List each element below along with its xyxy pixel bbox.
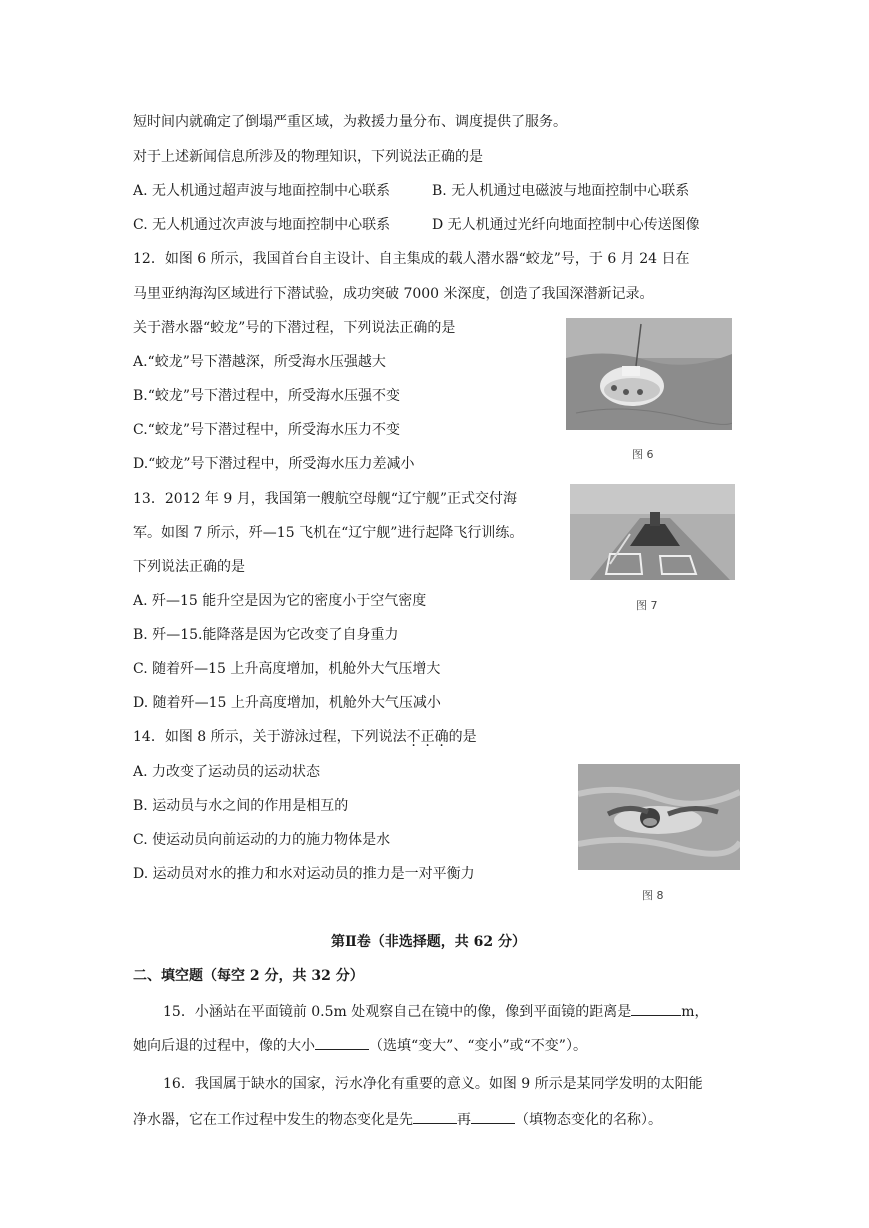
option-a: A. 歼—15 能升空是因为它的密度小于空气密度 [133, 593, 427, 609]
figure-6-image [566, 318, 732, 430]
text-line: 她向后退的过程中，像的大小 （选填“变大”、“变小”或“不变”）。 [133, 1035, 587, 1056]
text-line: 短时间内就确定了倒塌严重区域，为救援力量分布、调度提供了服务。 [133, 114, 567, 130]
option-d: D. 运动员对水的推力和水对运动员的推力是一对平衡力 [133, 866, 475, 882]
option-a: A. 力改变了运动员的运动状态 [133, 764, 321, 780]
submersible-photo [566, 318, 732, 430]
option-c: C. 随着歼—15 上升高度增加，机舱外大气压增大 [133, 661, 441, 677]
option-a: A. 无人机通过超声波与地面控制中心联系 [133, 183, 391, 199]
option-b: B. 无人机通过电磁波与地面控制中心联系 [432, 183, 690, 199]
option-d: D.“蛟龙”号下潜过程中，所受海水压力差减小 [133, 456, 415, 472]
carrier-deck-photo [570, 484, 735, 580]
option-c: C. 无人机通过次声波与地面控制中心联系 [133, 217, 391, 233]
answer-blank[interactable] [315, 1035, 369, 1050]
emphasis-dot: 正 [420, 729, 435, 745]
option-c: C.“蛟龙”号下潜过程中，所受海水压力不变 [133, 422, 400, 438]
option-b: B. 歼—15.能降落是因为它改变了自身重力 [133, 627, 399, 643]
text-line: 军。如图 7 所示，歼—15 飞机在“辽宁舰”进行起降飞行训练。 [133, 525, 524, 541]
figure-8-image [578, 764, 740, 870]
text-line: 马里亚纳海沟区域进行下潜试验，成功突破 7000 米深度，创造了我国深潜新记录。 [133, 286, 654, 302]
figure-6-caption: 图 6 [632, 448, 654, 461]
answer-blank[interactable] [631, 1001, 681, 1016]
question-16: 16．我国属于缺水的国家，污水净化有重要的意义。如图 9 所示是某同学发明的太阳能 [163, 1076, 703, 1092]
answer-blank[interactable] [413, 1109, 457, 1124]
text-line: 下列说法正确的是 [133, 559, 245, 575]
emphasis-dot: 不 [406, 729, 421, 745]
section-title: 第Ⅱ卷（非选择题，共 62 分） [331, 934, 527, 950]
part-heading: 二、填空题（每空 2 分，共 32 分） [133, 968, 364, 984]
question-15: 15．小涵站在平面镜前 0.5m 处观察自己在镜中的像，像到平面镜的距离是 m， [163, 1001, 709, 1022]
question-14: 14．如图 8 所示，关于游泳过程，下列说法不正确的是 [133, 729, 477, 745]
option-d: D 无人机通过光纤向地面控制中心传送图像 [432, 217, 700, 233]
figure-7-caption: 图 7 [636, 599, 658, 612]
option-a: A.“蛟龙”号下潜越深，所受海水压强越大 [133, 354, 386, 370]
option-b: B.“蛟龙”号下潜过程中，所受海水压强不变 [133, 388, 401, 404]
option-b: B. 运动员与水之间的作用是相互的 [133, 798, 349, 814]
text-line: 净水器，它在工作过程中发生的物态变化是先 再 （填物态变化的名称）。 [133, 1109, 662, 1130]
question-stem: 对于上述新闻信息所涉及的物理知识，下列说法正确的是 [133, 149, 483, 165]
emphasis-dot: 确 [434, 729, 449, 745]
option-c: C. 使运动员向前运动的力的施力物体是水 [133, 832, 391, 848]
figure-7-image [570, 484, 735, 580]
figure-8-caption: 图 8 [642, 889, 664, 902]
option-d: D. 随着歼—15 上升高度增加，机舱外大气压减小 [133, 695, 441, 711]
swimmer-photo [578, 764, 740, 870]
question-13: 13．2012 年 9 月，我国第一艘航空母舰“辽宁舰”正式交付海 [133, 491, 518, 507]
text-line: 关于潜水器“蛟龙”号的下潜过程，下列说法正确的是 [133, 320, 456, 336]
question-12: 12．如图 6 所示，我国首台自主设计、自主集成的载人潜水器“蛟龙”号，于 6 月 24 日在 [133, 251, 690, 267]
answer-blank[interactable] [471, 1109, 515, 1124]
